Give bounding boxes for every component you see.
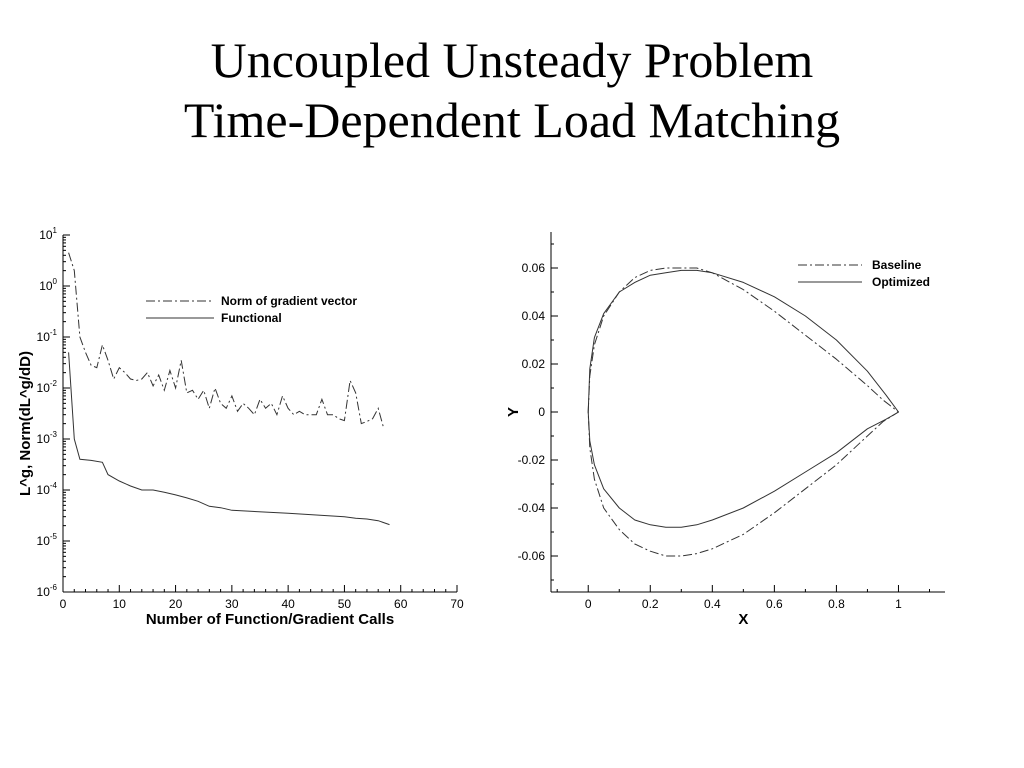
y-axis-title: Y (505, 406, 522, 418)
legend-label: Baseline (872, 258, 922, 272)
x-axis-title: Number of Function/Gradient Calls (145, 611, 395, 628)
x-tick-label: 0.4 (703, 597, 721, 611)
legend-label: Functional (221, 311, 282, 325)
x-tick-label: 60 (394, 597, 408, 611)
y-tick-label: $10^{-6}$ (36, 583, 57, 599)
y-tick-label: $10^{-2}$ (36, 379, 57, 395)
y-tick-label: -0.06 (517, 549, 545, 563)
series-baseline (588, 268, 898, 556)
legend-label: Norm of gradient vector (221, 294, 358, 308)
slide-title-line-2: Time-Dependent Load Matching (183, 92, 841, 148)
x-tick-label: 0 (584, 597, 592, 611)
y-tick-label: $10^1$ (39, 226, 57, 242)
x-tick-label: 20 (168, 597, 183, 611)
x-tick-label: 70 (450, 597, 464, 611)
y-tick-label: $10^{-3}$ (36, 430, 57, 446)
x-tick-label: 40 (281, 597, 295, 611)
series-optimized (588, 270, 898, 527)
y-tick-label: -0.04 (517, 501, 545, 515)
x-tick-label: 1 (895, 597, 902, 611)
y-axis-title: L^g, Norm(dL^g/dD) (17, 351, 34, 496)
y-tick-label: 0 (538, 405, 545, 419)
y-tick-label: 0.04 (521, 309, 545, 323)
x-tick-label: 30 (225, 597, 239, 611)
x-tick-label: 0 (59, 597, 67, 611)
y-tick-label: $10^{-5}$ (36, 532, 57, 548)
x-tick-label: 0.6 (766, 597, 783, 611)
y-tick-label: -0.02 (517, 453, 545, 467)
y-tick-label: 0.06 (521, 261, 545, 275)
legend-label: Optimized (872, 275, 931, 289)
x-tick-label: 0.8 (828, 597, 845, 611)
y-tick-label: 0.02 (521, 357, 545, 371)
x-tick-label: 10 (112, 597, 126, 611)
x-axis-title: X (738, 611, 749, 628)
y-tick-label: $10^{-1}$ (36, 328, 57, 344)
slide-title-line-1: Uncoupled Unsteady Problem (210, 32, 814, 88)
x-tick-label: 0.2 (641, 597, 659, 611)
y-tick-label: $10^{-4}$ (36, 481, 57, 497)
x-tick-label: 50 (337, 597, 352, 611)
y-tick-label: $10^0$ (39, 277, 57, 293)
